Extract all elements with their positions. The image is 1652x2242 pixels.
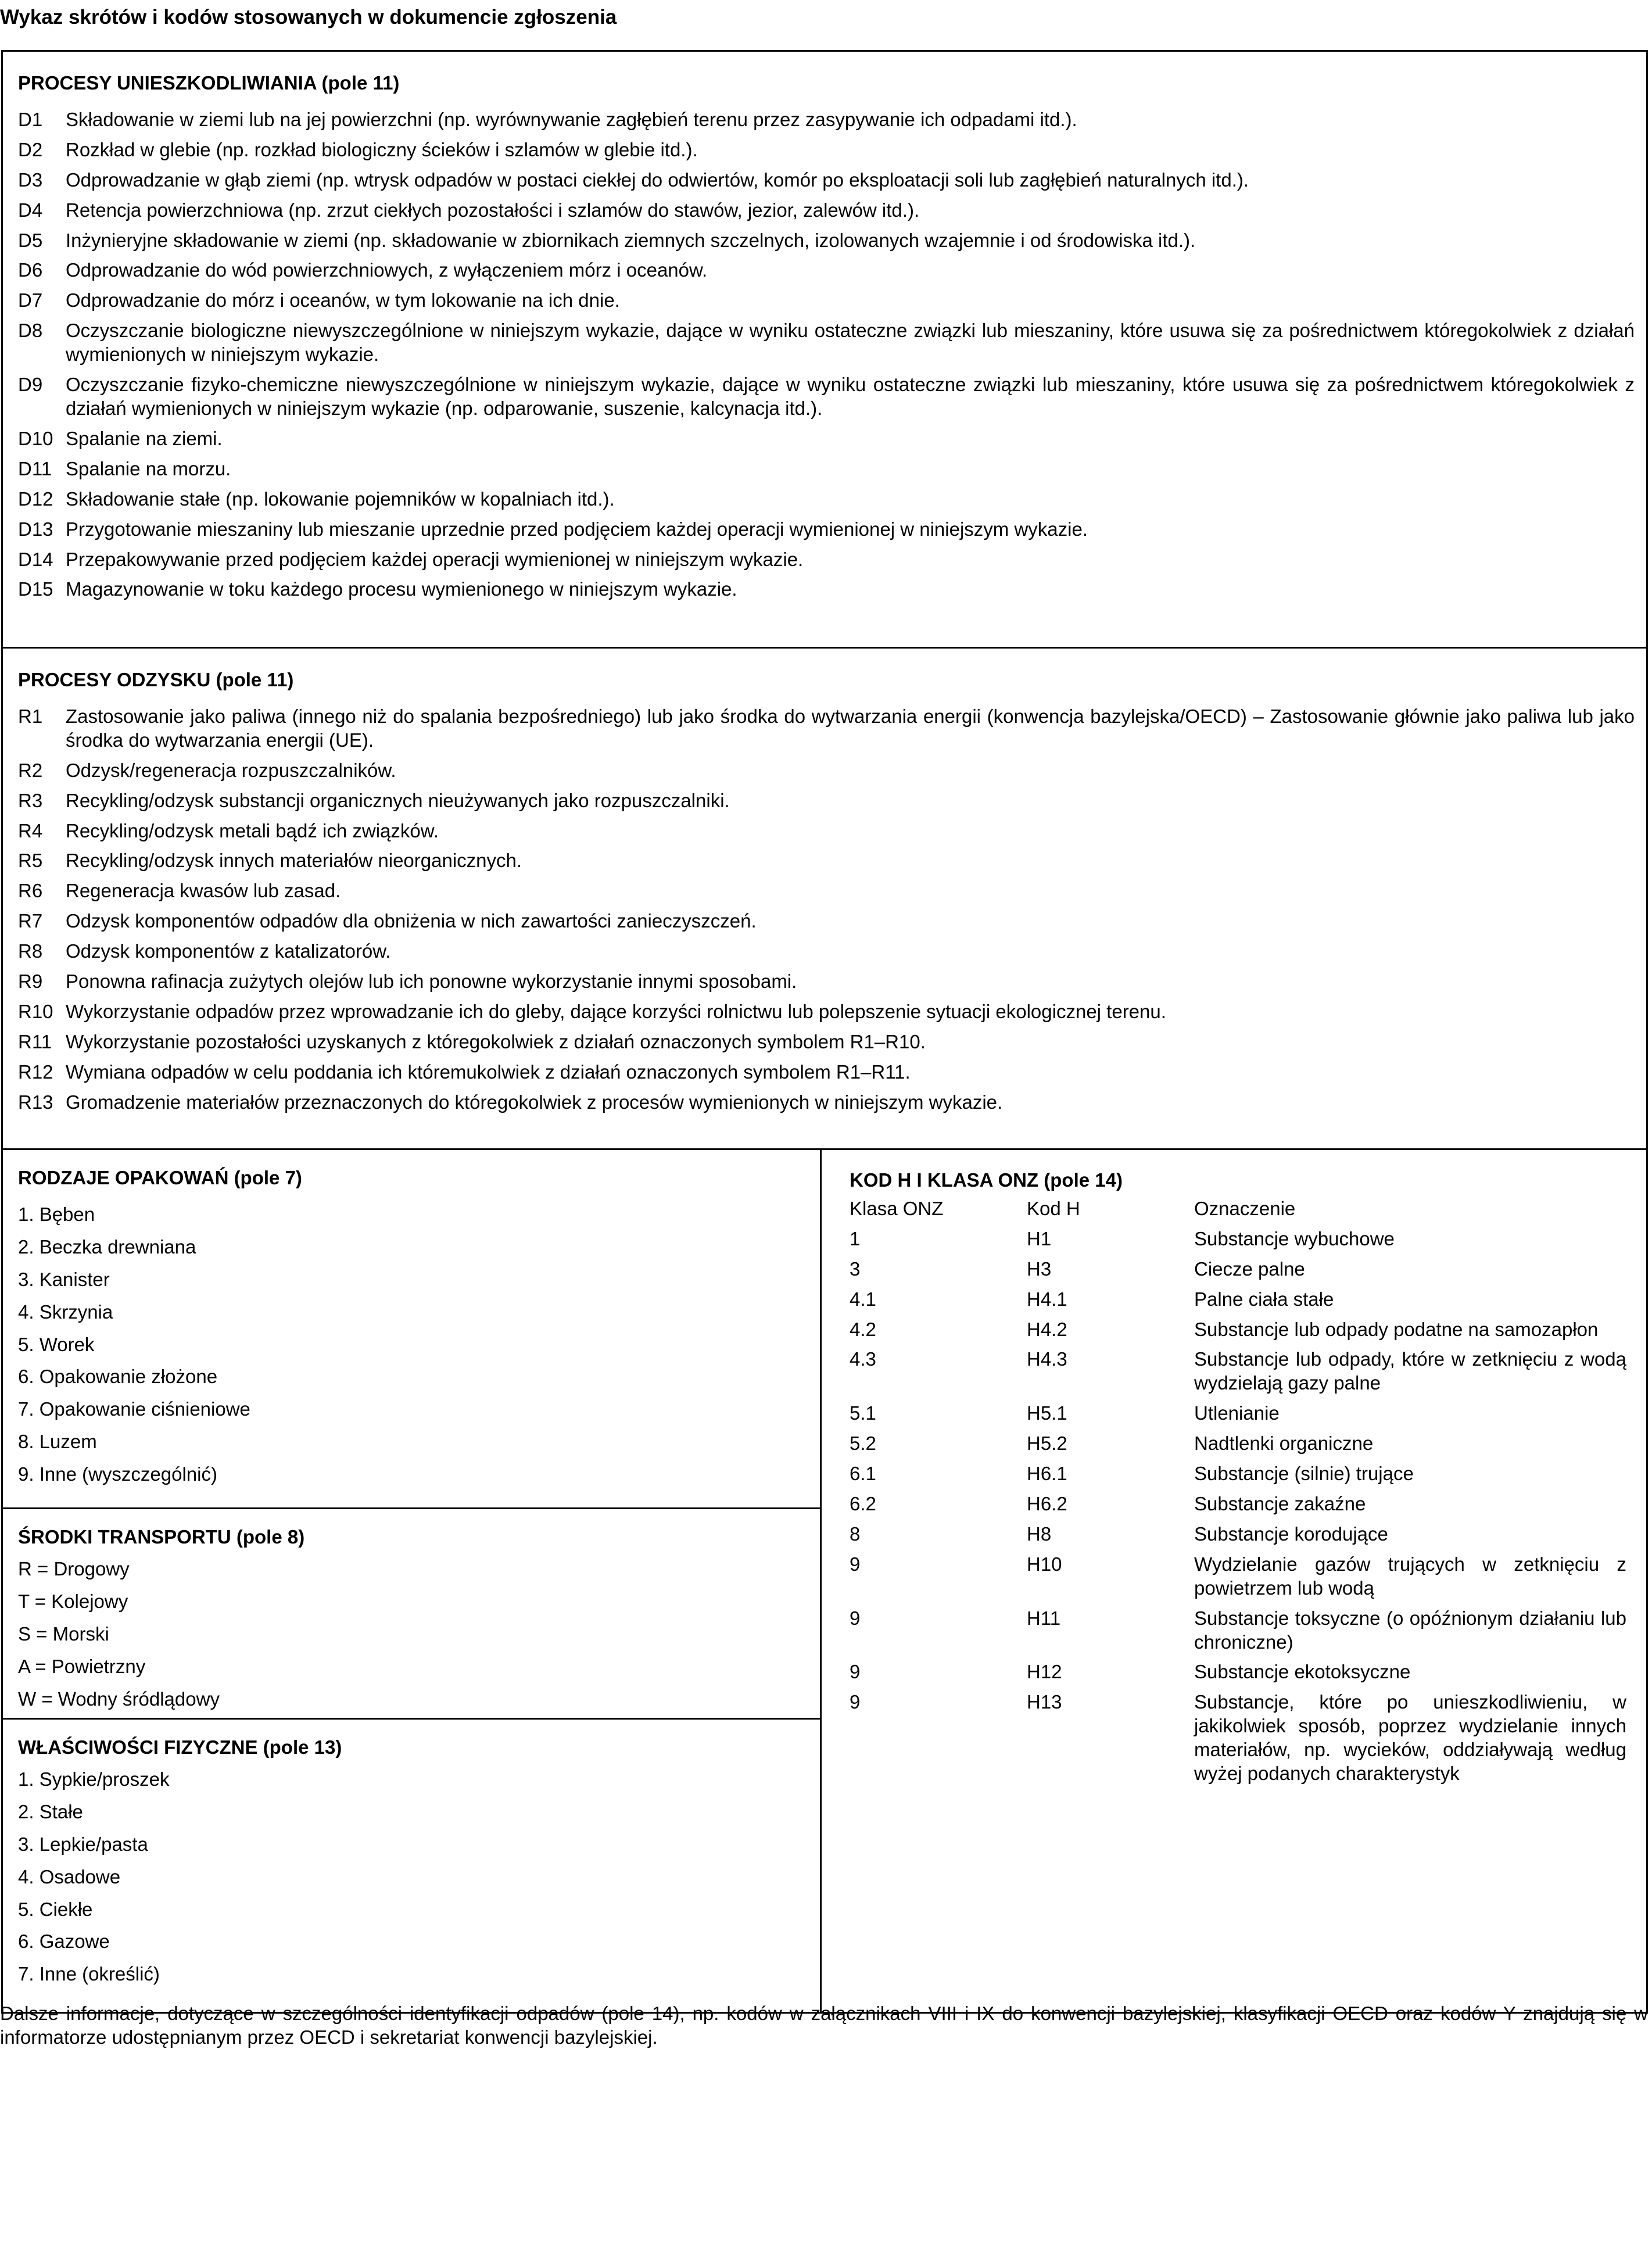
h-code-cell: H5.1 <box>1027 1402 1067 1424</box>
document-title: Wykaz skrótów i kodów stosowanych w dokumencie zgłoszenia <box>0 6 617 28</box>
disposal-entry <box>18 199 1635 223</box>
disposal-heading: PROCESY UNIESZKODLIWIANIA (pole 11) <box>18 72 400 94</box>
process-description: Oczyszczanie fizyko-chemiczne niewyszczególnione w niniejszym wykazie, dające w wyniku ostateczne związki lub mieszaniny, które usuwa się za pośrednictwem któregokolwiek z działań wymienionych w niniejszym wykazie (np. odparowanie, suszenie, kalcynacja itd.). <box>66 374 1635 419</box>
transport-section <box>3 1509 820 1720</box>
process-code: D1 <box>18 108 43 130</box>
recovery-entry <box>18 1000 1635 1024</box>
designation-cell: Substancje korodujące <box>1194 1523 1388 1545</box>
recovery-entry <box>18 1091 1635 1115</box>
process-description: Gromadzenie materiałów przeznaczonych do któregokolwiek z procesów wymienionych w niniejszym wykazie. <box>66 1091 1003 1113</box>
process-description: Przepakowywanie przed podjęciem każdej operacji wymienionej w niniejszym wykazie. <box>66 548 804 570</box>
recovery-section <box>3 649 1646 1150</box>
column-header: Klasa ONZ <box>850 1197 944 1219</box>
transport-item: W = Wodny śródlądowy <box>18 1688 220 1710</box>
un-class-cell: 9 <box>850 1691 861 1713</box>
packaging-item: 6. Opakowanie złożone <box>18 1366 218 1388</box>
left-column <box>3 1150 822 2012</box>
process-code: D2 <box>18 138 43 160</box>
h-code-cell: H5.2 <box>1027 1432 1067 1455</box>
disposal-entry <box>18 373 1635 421</box>
footnote: Dalsze informacje, dotyczące w szczególności identyfikacji odpadów (pole 14), np. kodów w załącznikach VIII i IX do konwencji bazylejskiej, klasyfikacji OECD oraz kodów Y znajdują się w informatorze udostępnianym przez OECD i sekretariat konwencji bazylejskiej. <box>0 2003 1648 2048</box>
process-code: R13 <box>18 1091 53 1113</box>
un-class-cell: 9 <box>850 1607 861 1629</box>
un-class-cell: 4.3 <box>850 1348 876 1370</box>
column-header: Oznaczenie <box>1194 1197 1296 1219</box>
process-description: Odprowadzanie do mórz i oceanów, w tym lokowanie na ich dnie. <box>66 289 620 311</box>
recovery-entry <box>18 849 1635 873</box>
codes-table <box>1 50 1648 2014</box>
packaging-item: 3. Kanister <box>18 1268 110 1290</box>
designation-cell: Substancje, które po unieszkodliwieniu, w jakikolwiek sposób, poprzez wydzielanie innych materiałów, np. wycieków, oddziaływają według wyżej podanych charakterystyk <box>1194 1691 1626 1785</box>
packaging-item: 5. Worek <box>18 1333 95 1355</box>
transport-list <box>18 1557 808 1711</box>
process-code: R2 <box>18 759 43 781</box>
hclass-row <box>850 1402 1626 1432</box>
un-class-cell: 4.2 <box>850 1318 876 1340</box>
bottom-section <box>3 1150 1646 2012</box>
h-code-cell: H13 <box>1027 1691 1062 1713</box>
process-description: Odzysk/regeneracja rozpuszczalników. <box>66 759 396 781</box>
process-description: Odprowadzanie do wód powierzchniowych, z wyłączeniem mórz i oceanów. <box>66 259 708 281</box>
physical-item: 3. Lepkie/pasta <box>18 1833 148 1855</box>
h-code-cell: H12 <box>1027 1661 1062 1683</box>
un-class-cell: 3 <box>850 1258 861 1280</box>
designation-cell: Substancje lub odpady podatne na samozapłon <box>1194 1318 1599 1340</box>
recovery-entry <box>18 819 1635 843</box>
un-class-cell: 6.2 <box>850 1492 876 1514</box>
packaging-item: 7. Opakowanie ciśnieniowe <box>18 1398 250 1420</box>
transport-item: A = Powietrzny <box>18 1655 146 1677</box>
process-code: D7 <box>18 289 43 311</box>
hclass-row <box>850 1288 1626 1318</box>
recovery-entry <box>18 879 1635 903</box>
un-class-cell: 5.1 <box>850 1402 876 1424</box>
process-description: Składowanie w ziemi lub na jej powierzchni (np. wyrównywanie zagłębień terenu przez zasypywanie ich odpadami itd.). <box>66 108 1077 130</box>
disposal-entry <box>18 169 1635 192</box>
hclass-row <box>850 1318 1626 1348</box>
physical-item: 7. Inne (określić) <box>18 1963 160 1985</box>
hclass-row <box>850 1523 1626 1553</box>
process-code: R1 <box>18 705 43 727</box>
hclass-row <box>850 1607 1626 1661</box>
process-description: Odprowadzanie w głąb ziemi (np. wtrysk odpadów w postaci ciekłej do odwiertów, komór po eksploatacji soli lub zagłębień naturalnych itd.). <box>66 169 1249 191</box>
disposal-entry <box>18 548 1635 572</box>
process-code: D4 <box>18 199 43 221</box>
h-code-cell: H10 <box>1027 1553 1062 1575</box>
process-description: Inżynieryjne składowanie w ziemi (np. składowanie w zbiornikach ziemnych szczelnych, izolowanych wzajemnie i od środowiska itd.). <box>66 229 1196 251</box>
designation-cell: Substancje wybuchowe <box>1194 1227 1395 1249</box>
process-code: R12 <box>18 1061 53 1083</box>
process-code: D13 <box>18 518 53 540</box>
process-code: R9 <box>18 970 43 993</box>
recovery-entry <box>18 759 1635 783</box>
recovery-entry <box>18 970 1635 994</box>
disposal-entry <box>18 488 1635 511</box>
process-description: Odzysk komponentów z katalizatorów. <box>66 940 391 962</box>
h-code-cell: H4.1 <box>1027 1288 1067 1310</box>
un-class-cell: 8 <box>850 1523 861 1545</box>
process-description: Wykorzystanie odpadów przez wprowadzanie ich do gleby, dające korzyści rolnictwu lub polepszenie sytuacji ekologicznej terenu. <box>66 1000 1166 1022</box>
process-description: Recykling/odzysk innych materiałów nieorganicznych. <box>66 850 522 872</box>
process-description: Regeneracja kwasów lub zasad. <box>66 880 341 902</box>
packaging-item: 9. Inne (wyszczególnić) <box>18 1463 217 1485</box>
recovery-entry <box>18 705 1635 753</box>
disposal-entry <box>18 427 1635 451</box>
disposal-entry <box>18 108 1635 132</box>
designation-cell: Substancje ekotoksyczne <box>1194 1661 1411 1683</box>
process-description: Recykling/odzysk substancji organicznych nieużywanych jako rozpuszczalniki. <box>66 789 730 811</box>
designation-cell: Palne ciała stałe <box>1194 1288 1334 1310</box>
process-code: D15 <box>18 578 53 600</box>
physical-item: 6. Gazowe <box>18 1931 110 1953</box>
disposal-entry <box>18 319 1635 367</box>
designation-cell: Substancje lub odpady, które w zetknięciu z wodą wydzielają gazy palne <box>1194 1348 1626 1394</box>
process-code: D12 <box>18 488 53 510</box>
process-code: D14 <box>18 548 53 570</box>
h-code-cell: H4.3 <box>1027 1348 1067 1370</box>
process-code: D6 <box>18 259 43 281</box>
hclass-row <box>850 1462 1626 1492</box>
h-code-cell: H1 <box>1027 1227 1052 1249</box>
designation-cell: Substancje toksyczne (o opóźnionym działaniu lub chroniczne) <box>1194 1607 1626 1653</box>
un-class-cell: 9 <box>850 1553 861 1575</box>
physical-section <box>3 1720 820 2005</box>
physical-item: 1. Sypkie/proszek <box>18 1768 170 1790</box>
column-header: Kod H <box>1027 1197 1080 1219</box>
transport-item: T = Kolejowy <box>18 1590 128 1612</box>
disposal-entry <box>18 138 1635 162</box>
disposal-entry <box>18 578 1635 601</box>
packaging-item: 4. Skrzynia <box>18 1301 113 1323</box>
packaging-list <box>18 1203 808 1487</box>
transport-heading: ŚRODKI TRANSPORTU (pole 8) <box>18 1526 305 1548</box>
disposal-list <box>18 108 1635 601</box>
h-code-cell: H4.2 <box>1027 1318 1067 1340</box>
process-code: R8 <box>18 940 43 962</box>
packaging-item: 8. Luzem <box>18 1431 97 1453</box>
un-class-cell: 6.1 <box>850 1463 876 1485</box>
process-description: Wymiana odpadów w celu poddania ich któremukolwiek z działań oznaczonych symbolem R1–R11. <box>66 1061 911 1083</box>
transport-item: R = Drogowy <box>18 1557 130 1580</box>
hclass-section <box>822 1150 1646 2012</box>
process-description: Wykorzystanie pozostałości uzyskanych z któregokolwiek z działań oznaczonych symbolem R1–R10. <box>66 1030 926 1052</box>
physical-item: 4. Osadowe <box>18 1865 121 1888</box>
recovery-heading: PROCESY ODZYSKU (pole 11) <box>18 669 294 690</box>
physical-heading: WŁAŚCIWOŚCI FIZYCZNE (pole 13) <box>18 1736 342 1758</box>
hclass-row <box>850 1348 1626 1402</box>
disposal-section <box>3 52 1646 649</box>
disposal-entry <box>18 457 1635 481</box>
packaging-item: 2. Beczka drewniana <box>18 1235 196 1258</box>
process-code: R7 <box>18 910 43 932</box>
designation-cell: Substancje zakaźne <box>1194 1492 1366 1514</box>
transport-item: S = Morski <box>18 1623 109 1645</box>
process-code: D5 <box>18 229 43 251</box>
un-class-cell: 4.1 <box>850 1288 876 1310</box>
process-code: R11 <box>18 1030 52 1052</box>
packaging-item: 1. Bęben <box>18 1203 95 1225</box>
recovery-entry <box>18 789 1635 813</box>
hclass-row <box>850 1492 1626 1523</box>
un-class-cell: 9 <box>850 1661 861 1683</box>
designation-cell: Utlenianie <box>1194 1402 1280 1424</box>
hclass-row <box>850 1258 1626 1288</box>
hclass-row <box>850 1691 1626 1792</box>
process-description: Rozkład w glebie (np. rozkład biologiczny ścieków i szlamów w glebie itd.). <box>66 138 698 160</box>
process-description: Zastosowanie jako paliwa (innego niż do spalania bezpośredniego) lub jako środka do wytwarzania energii (konwencja bazylejska/OECD) – Zastosowanie głównie jako paliwa lub jako środka do wytwarzania energii (UE). <box>66 705 1635 751</box>
h-code-cell: H6.2 <box>1027 1492 1067 1514</box>
process-description: Spalanie na morzu. <box>66 457 231 479</box>
process-description: Magazynowanie w toku każdego procesu wymienionego w niniejszym wykazie. <box>66 578 737 600</box>
process-description: Oczyszczanie biologiczne niewyszczególnione w niniejszym wykazie, dające w wyniku ostateczne związki lub mieszaniny, które usuwa się za pośrednictwem któregokolwiek z działań wymienionych w niniejszym wykazie. <box>66 320 1635 366</box>
process-code: D11 <box>18 457 52 479</box>
recovery-entry <box>18 940 1635 964</box>
recovery-list <box>18 705 1635 1115</box>
process-description: Recykling/odzysk metali bądź ich związków. <box>66 819 439 841</box>
designation-cell: Wydzielanie gazów trujących w zetknięciu z powietrzem lub wodą <box>1194 1553 1626 1599</box>
designation-cell: Ciecze palne <box>1194 1258 1305 1280</box>
process-description: Spalanie na ziemi. <box>66 427 223 449</box>
process-code: R10 <box>18 1000 53 1022</box>
process-description: Retencja powierzchniowa (np. zrzut ciekłych pozostałości i szlamów do stawów, jezior, zalewów itd.). <box>66 199 920 221</box>
un-class-cell: 5.2 <box>850 1432 876 1455</box>
disposal-entry <box>18 289 1635 313</box>
packaging-section <box>3 1150 820 1509</box>
process-code: R6 <box>18 880 43 902</box>
physical-item: 2. Stałe <box>18 1800 83 1822</box>
recovery-entry <box>18 1030 1635 1054</box>
process-description: Składowanie stałe (np. lokowanie pojemników w kopalniach itd.). <box>66 488 615 510</box>
un-class-cell: 1 <box>850 1227 861 1249</box>
process-description: Odzysk komponentów odpadów dla obniżenia w nich zawartości zanieczyszczeń. <box>66 910 757 932</box>
recovery-entry <box>18 909 1635 933</box>
h-code-cell: H3 <box>1027 1258 1052 1280</box>
disposal-entry <box>18 229 1635 253</box>
process-code: D9 <box>18 374 43 396</box>
process-code: R4 <box>18 819 43 841</box>
disposal-entry <box>18 518 1635 542</box>
h-code-cell: H8 <box>1027 1523 1052 1545</box>
designation-cell: Nadtlenki organiczne <box>1194 1432 1374 1455</box>
hclass-row <box>850 1553 1626 1607</box>
physical-list <box>18 1768 808 1986</box>
process-code: R5 <box>18 850 43 872</box>
packaging-heading: RODZAJE OPAKOWAŃ (pole 7) <box>18 1167 302 1188</box>
recovery-entry <box>18 1061 1635 1084</box>
hclass-row <box>850 1660 1626 1691</box>
physical-item: 5. Ciekłe <box>18 1898 93 1920</box>
process-description: Ponowna rafinacja zużytych olejów lub ich ponowne wykorzystanie innymi sposobami. <box>66 970 797 993</box>
disposal-entry <box>18 259 1635 282</box>
hclass-header-row <box>850 1197 1626 1227</box>
process-code: R3 <box>18 789 43 811</box>
process-description: Przygotowanie mieszaniny lub mieszanie uprzednie przed podjęciem każdej operacji wymienionej w niniejszym wykazie. <box>66 518 1088 540</box>
h-code-cell: H6.1 <box>1027 1463 1067 1485</box>
hclass-row <box>850 1432 1626 1462</box>
process-code: D3 <box>18 169 43 191</box>
h-code-cell: H11 <box>1027 1607 1061 1629</box>
process-code: D10 <box>18 427 53 449</box>
hclass-row <box>850 1227 1626 1258</box>
hclass-heading: KOD H I KLASA ONZ (pole 14) <box>850 1169 1123 1191</box>
hclass-table <box>850 1197 1626 1792</box>
designation-cell: Substancje (silnie) trujące <box>1194 1463 1414 1485</box>
process-code: D8 <box>18 320 43 342</box>
